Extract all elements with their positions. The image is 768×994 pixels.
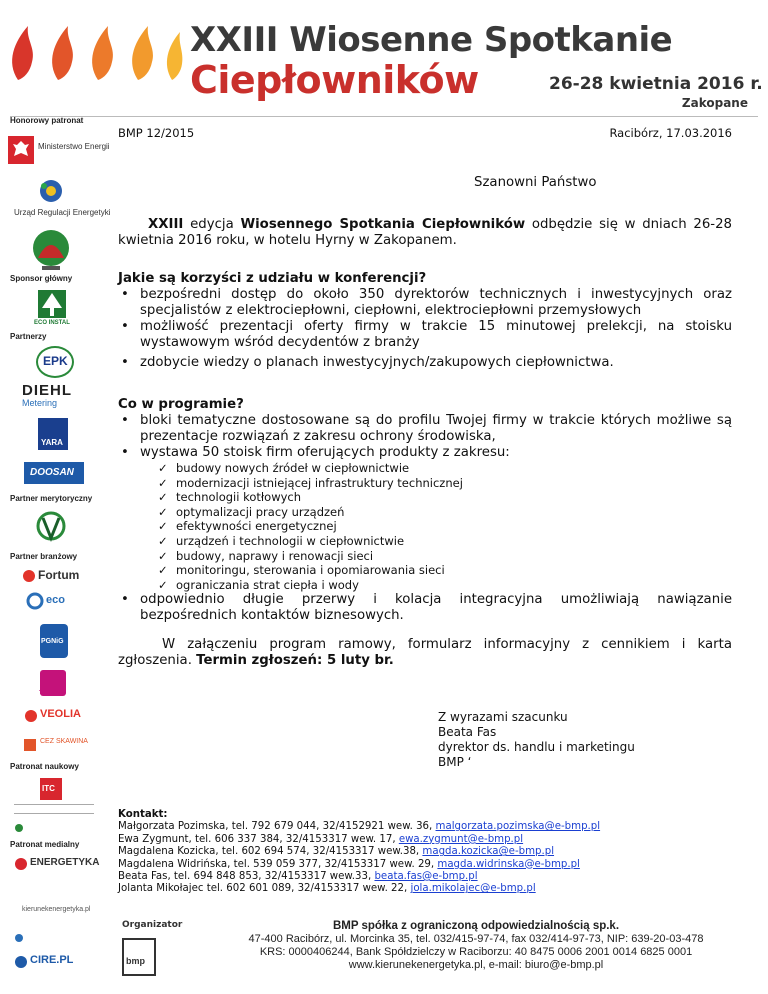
itc-logo: ITC [40,778,62,800]
list-item: ✓ ograniczania strat ciepła i wody [158,578,732,593]
greeting: Szanowni Państwo [474,175,597,190]
main-sponsor-label: Sponsor główny [10,274,73,283]
eco-instal-logo: ECO INSTAL [38,290,66,326]
benefits-section [118,271,732,371]
event-city: Zakopane [681,96,748,110]
list-item: ✓ urządzeń i technologii w ciepłownictwie [158,534,732,549]
company-web: www.kierunekenergetyka.pl, e-mail: biuro@e-bmp.pl [348,959,604,971]
sponsors-sidebar [0,114,111,994]
partners-label: Partnerzy [10,332,47,341]
email-link[interactable]: ewa.zygmunt@e-bmp.pl [398,833,524,845]
deadline: Termin zgłoszeń: 5 luty br. [196,653,394,668]
cez-icon [24,739,36,751]
intro-paragraph: XXIII edycja Wiosennego Spotkania Ciepłowników odbędzie się w dniach 26-28 kwietnia 2016 roku, w hotelu Hyrny w Zakopanem. [118,217,732,248]
polish-eagle-icon [8,136,34,164]
email-link[interactable]: beata.fas@e-bmp.pl [374,871,478,883]
ure-label: Urząd Regulacji Energetyki [14,208,111,217]
organizer-block [122,920,184,976]
email-link[interactable]: magda.kozicka@e-bmp.pl [422,846,555,858]
energetyka-icon [14,857,28,871]
epk-logo: EPK [36,346,74,378]
header-divider [10,116,758,117]
program-list [118,413,732,461]
contact-row: Magdalena Widrińska, tel. 539 059 377, 32/4153317 wew. 29, magda.widrinska@e-bmp.pl [118,858,580,870]
company-name: BMP spółka z ograniczoną odpowiedzialnością sp.k. [332,920,620,932]
cdw-emblem-icon [36,510,66,552]
diehl-metering-label: Metering [22,398,58,408]
diehl-logo: DIEHL [22,382,72,399]
industry-partner-label: Partner branżowy [10,552,78,561]
event-dates: 26-28 kwietnia 2016 r. [549,74,763,94]
media-patronage-label: Patronat medialny [10,840,80,849]
list-item: • zdobycie wiedzy o planach inwestycyjnych/zakupowych ciepłownictwa. [118,355,732,371]
email-link[interactable]: magda.widrinska@e-bmp.pl [437,858,580,870]
science-patronage-label: Patronat naukowy [10,762,79,771]
yara-logo: YARA [38,418,68,450]
program-section [118,397,732,624]
list-item: • odpowiednio długie przerwy i kolacja integracyjna umożliwiają nawiązanie bezpośrednich kontaktów biznesowych. [118,592,732,624]
doosan-logo: DOOSAN [24,462,84,484]
energetyka-logo: ENERGETYKA [14,856,28,875]
contact-row: Jolanta Mikołajec tel. 602 601 089, 32/4153317 wew. 22, jola.mikolajec@e-bmp.pl [118,883,536,895]
program-heading: Co w programie? [118,397,244,412]
ministry-logo: Ministerstwo Energii [8,136,34,168]
list-item: • możliwość prezentacji oferty firmy w trakcie 15 minutowej prelekcji, na stoisku wystawowym wśród decydentów z branży [118,319,732,351]
fund-icon [14,823,24,833]
topics-list [118,461,732,592]
fortum-icon [22,569,36,583]
pgnig-logo: PGNiG [40,624,68,658]
organizer-label: Organizator [122,920,183,930]
bmp-logo: bmp [122,938,156,976]
ure-emblem-icon [38,178,64,208]
contact-row: Ewa Zygmunt, tel. 606 337 384, 32/4153317 wew. 17, ewa.zygmunt@e-bmp.pl [118,833,524,845]
kierunek-logo: kierunekenergetyka.pl [22,906,91,913]
email-link[interactable]: malgorzata.pozimska@e-bmp.pl [435,821,601,833]
content-partner-label: Partner merytoryczny [10,494,93,503]
sponsor-emblem-icon [30,228,72,276]
company-footer [196,920,756,972]
place-and-date: Racibórz, 17.03.2016 [609,126,732,140]
email-link[interactable]: jola.mikolajec@e-bmp.pl [410,883,536,895]
tauron-logo: TAURON [40,670,66,696]
contact-row: Beata Fas, tel. 694 848 853, 32/4153317 wew.33, beata.fas@e-bmp.pl [118,871,478,883]
attachment-paragraph: W załączeniu program ramowy, formularz informacyjny z cennikiem i karta zgłoszenia. Termin zgłoszeń: 5 luty br. [118,637,732,668]
list-item: ✓ budowy nowych źródeł w ciepłownictwie [158,461,732,476]
program-closing-list [118,592,732,624]
honorary-patronage-label: Honorowy patronat [10,116,84,125]
list-item: • bezpośredni dostęp do około 350 dyrektorów technicznych i inwestycyjnych oraz specjalistów z elektrociepłowni, ciepłowni, elektrociepłowni przemysłowych [118,287,732,319]
list-item: ✓ monitoringu, sterowania i opomiarowania sieci [158,563,732,578]
list-item: ✓ technologii kotłowych [158,490,732,505]
tree-icon [38,290,66,322]
list-item: ✓ modernizacji istniejącej infrastruktury technicznej [158,476,732,491]
veolia-logo: VEOLIA [24,708,38,727]
company-krs: KRS: 0000406244, Bank Spółdzielczy w Raciborzu: 40 8475 0006 2001 0014 6825 0001 [259,946,693,958]
eco-circle-icon [26,592,44,610]
contact-heading: Kontakt: [118,809,168,820]
institute-logo [14,804,94,814]
contact-block [118,809,732,896]
signatory-name: Beata Fas [438,725,497,739]
contact-row: Małgorzata Pozimska, tel. 792 679 044, 32/4152921 wew. 36, malgorzata.pozimska@e-bmp.pl [118,821,601,833]
cez-logo: CEZ SKAWINA [24,736,36,755]
fund-logo [14,818,24,837]
cire-icon [14,955,28,969]
company-address: 47-400 Racibórz, ul. Morcinka 35, tel. 032/415-97-74, fax 032/414-97-73, NIP: 639-20-03-478 [248,933,704,945]
eco-logo: eco [26,592,44,614]
signatory-title: dyrektor ds. handlu i marketingu [438,740,635,754]
benefits-list [118,287,732,371]
list-item: ✓ optymalizacji pracy urządzeń [158,505,732,520]
signature-block: Z wyrazami szacunku Beata Fas dyrektor ds. handlu i marketingu BMP ‘ [438,710,635,769]
event-title-line1: XXIII Wiosenne Spotkanie [190,20,673,60]
reference-number: BMP 12/2015 [118,126,195,140]
list-item: ✓ efektywności energetycznej [158,519,732,534]
list-item: • wystawa 50 stoisk firm oferujących produkty z zakresu: [118,445,732,461]
cire-logo: CIRE.PL [14,954,28,973]
flames-logo-icon [6,22,184,82]
small-sponsor-icon [14,933,24,943]
event-title-line2: Ciepłowników [190,58,479,102]
veolia-icon [24,709,38,723]
contact-row: Magdalena Kozicka, tel. 602 694 574, 32/4153317 wew.38, magda.kozicka@e-bmp.pl [118,846,555,858]
benefits-heading: Jakie są korzyści z udziału w konferencji? [118,271,427,286]
list-item: ✓ budowy, naprawy i renowacji sieci [158,549,732,564]
list-item: • bloki tematyczne dostosowane są do profilu Twojej firmy w trakcie których możliwe są prezentacje rozwiązań z zakresu ochrony środowiska, [118,413,732,445]
fortum-logo: Fortum [22,568,36,587]
small-sponsor-logo [14,928,94,938]
